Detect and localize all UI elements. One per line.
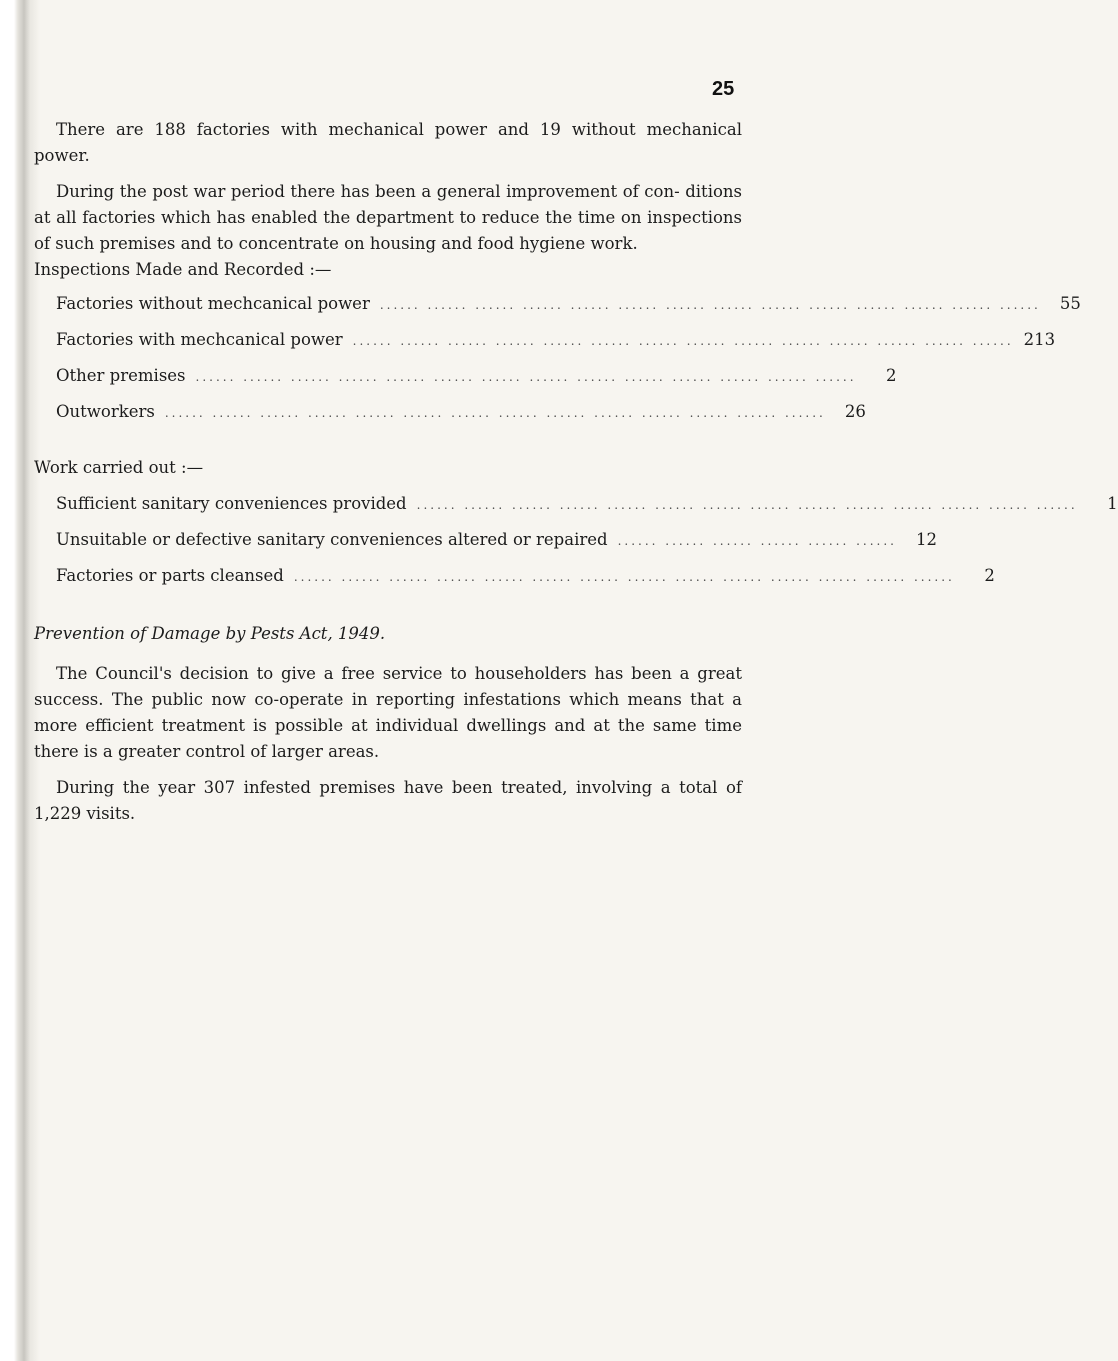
table-row [56,563,995,599]
leader-dots: ...... ...... ...... ...... ...... ...... [617,534,897,548]
row-label: Unsuitable or defective sanitary conveniences altered or repaired [56,530,608,549]
row-value: 12 [915,530,937,549]
row-value: 213 [1023,330,1056,349]
row-value: 26 [844,402,866,421]
table-row [56,291,1081,327]
table-row [56,527,937,563]
inspections-table [56,291,1081,435]
improvement-paragraph: During the post war period there has been a general improvement of con- ditions at all factories which has enabled the department to reduce the time on inspections of such premises and to concentrate on housing and food hygiene work. [34,182,742,253]
leader-dots: ...... ...... ...... ...... ...... ...... ...... ...... ...... ...... ...... ...... ...... ...... [379,298,1041,312]
table-row [56,363,897,399]
row-value: 55 [1059,294,1081,313]
table-row [56,399,866,435]
document-body [34,117,1118,827]
work-heading: Work carried out :— [34,458,204,477]
pests-act-heading: Prevention of Damage by Pests Act, 1949. [34,624,386,643]
row-value: 2 [984,566,995,585]
row-value: 2 [886,366,897,385]
leader-dots: ...... ...... ...... ...... ...... ...... ...... ...... ...... ...... ...... ...... ...... ...... [164,406,826,420]
row-label: Factories with mechcanical power [56,330,343,349]
pests-paragraph-2: During the year 307 infested premises have been treated, involving a total of 1,229 visits. [34,778,742,823]
table-row [56,327,1056,363]
leader-dots: ...... ...... ...... ...... ...... ...... ...... ...... ...... ...... ...... ...... ...... ...... [352,334,1014,348]
table-row [56,491,1118,527]
leader-dots: ...... ...... ...... ...... ...... ...... ...... ...... ...... ...... ...... ...... ...... ...... [195,370,857,384]
inspections-heading: Inspections Made and Recorded :— [34,260,332,279]
row-label: Outworkers [56,402,155,421]
row-value: 1 [1107,494,1118,513]
work-table [56,491,1118,599]
row-label: Other premises [56,366,186,385]
row-label: Sufficient sanitary conveniences provided [56,494,407,513]
leader-dots: ...... ...... ...... ...... ...... ...... ...... ...... ...... ...... ...... ...... ...... ...... [416,498,1078,512]
factories-count-paragraph: There are 188 factories with mechanical power and 19 without mechanical power. [34,120,742,165]
row-label: Factories without mechcanical power [56,294,370,313]
leader-dots: ...... ...... ...... ...... ...... ...... ...... ...... ...... ...... ...... ...... ...... ...... [293,570,955,584]
row-label: Factories or parts cleansed [56,566,284,585]
page-number: 25 [712,78,735,100]
pests-paragraph-1: The Council's decision to give a free service to householders has been a great success. The public now co-operate in reporting infestations which means that a more efficient treatment is possible at individual dwellings and at the same time there is a greater control of larger areas. [34,664,742,761]
